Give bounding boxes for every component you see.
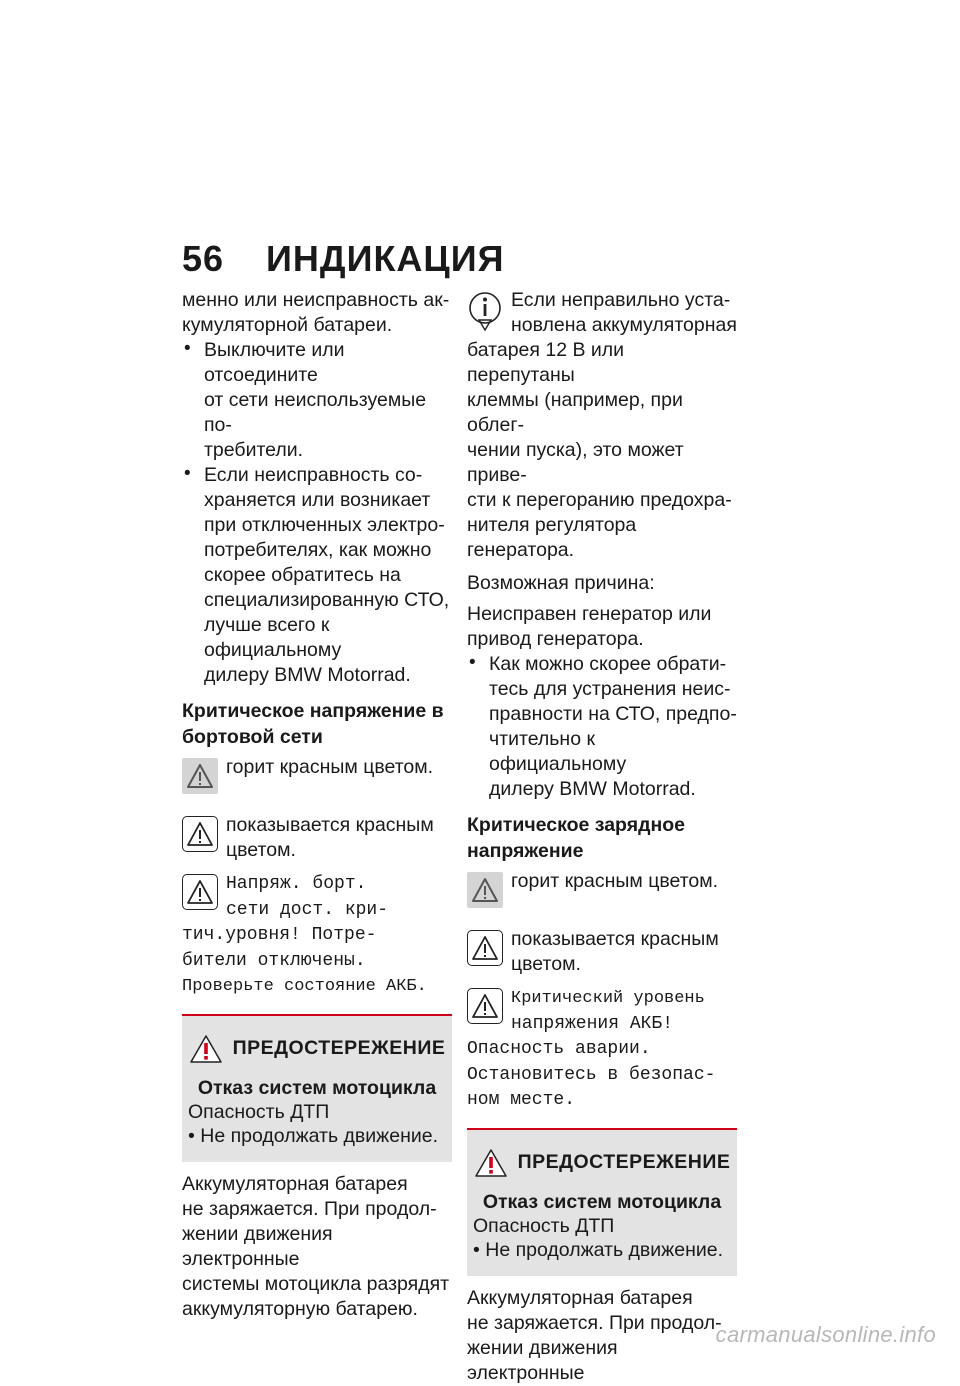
warning-box: [182, 1014, 452, 1162]
bullet-line: тесь для устранения неис-: [489, 678, 731, 700]
cause-label: Возможная причина:: [467, 572, 655, 594]
indicator-text: [226, 812, 452, 863]
warning-subtitle: Отказ систем мотоцикла: [197, 1076, 437, 1099]
bullet-line: • Как можно скорее обрати-: [489, 653, 727, 675]
warning-header: [473, 1148, 731, 1178]
warning-hazard: Опасность ДТП: [473, 1214, 615, 1237]
outro-line: жении движения электронные: [467, 1336, 618, 1384]
outro-line: не заряжается. При продол-: [467, 1311, 722, 1334]
text-line: показывается красным: [511, 928, 719, 950]
mono-line: Опасность аварии.: [467, 1039, 651, 1059]
chapter-title: ИНДИКАЦИЯ: [266, 238, 505, 279]
info-line: клеммы (например, при облег-: [467, 389, 683, 436]
bullet-line: специализированную СТО,: [204, 589, 450, 611]
warning-subtitle: Отказ систем мотоцикла: [482, 1190, 722, 1213]
heading-line: напряжение: [467, 840, 584, 862]
warning-lamp-icon: [182, 758, 218, 794]
bullet-line: скорее обратитесь на: [204, 564, 401, 586]
indicator-lamp-row: [182, 754, 452, 808]
warning-title: ПРЕДОСТЕРЕЖЕНИЕ: [517, 1151, 731, 1173]
bullet-item: [182, 338, 452, 463]
info-line: батарея 12 В или перепутаны: [467, 339, 625, 386]
bullet-item: [467, 652, 737, 802]
heading-line: Критическое напряжение в: [182, 700, 444, 722]
indicator-text: [511, 926, 737, 977]
warning-display-icon: [182, 874, 218, 910]
bullet-line: требители.: [204, 439, 304, 461]
warning-display-icon: [467, 930, 503, 966]
warning-display-icon: [467, 988, 503, 1024]
bullet-line: • Выключите или отсоедините: [204, 339, 345, 386]
mono-line: ном месте.: [467, 1090, 576, 1110]
warning-title: ПРЕДОСТЕРЕЖЕНИЕ: [232, 1037, 446, 1059]
info-note: [467, 288, 737, 563]
mono-line: сети дост. кри-: [226, 899, 389, 920]
bullet-line: потребителях, как можно: [204, 539, 432, 561]
heading-line: Критическое зарядное: [467, 814, 685, 836]
mono-line: Проверьте состояние АКБ.: [182, 977, 427, 996]
intro-line: кумуляторной батареи.: [182, 314, 393, 336]
mono-line: Напряж. борт.: [226, 874, 367, 894]
bullet-line: храняется или возникает: [204, 489, 431, 511]
outro-line: Аккумуляторная батарея: [182, 1172, 408, 1195]
bullet-line: дилеру BMW Motorrad.: [204, 664, 411, 686]
section-heading: [467, 812, 737, 864]
info-line: Если неправильно уста-: [511, 289, 731, 311]
display-message: [182, 872, 452, 1000]
bullet-line: дилеру BMW Motorrad.: [489, 778, 696, 800]
warning-action: • Не продолжать движение.: [188, 1124, 438, 1147]
warning-triangle-icon: [189, 1034, 223, 1064]
section-heading: [182, 698, 452, 750]
mono-line: бители отключены.: [182, 950, 366, 971]
watermark: carmanualsonline.info: [715, 1322, 936, 1347]
cause-line: Неисправен генератор или: [467, 603, 712, 625]
intro-line: менно или неисправность ак-: [182, 289, 450, 311]
right-column: [467, 288, 737, 1386]
bullet-line: правности на СТО, предпо-: [489, 703, 737, 725]
warning-lamp-icon: [467, 872, 503, 908]
bullet-line: чтительно к официальному: [489, 728, 627, 775]
bullet-item: [182, 463, 452, 688]
bullet-line: • Если неисправность со-: [204, 464, 423, 486]
bullet-line: от сети неиспользуемые по-: [204, 389, 427, 436]
indicator-lamp-row: [467, 868, 737, 922]
display-message: [467, 986, 737, 1114]
info-line: новлена аккумуляторная: [511, 314, 737, 336]
outro-line: не заряжается. При продол-: [182, 1197, 437, 1220]
outro-line: Аккумуляторная батарея: [467, 1286, 693, 1309]
bullet-line: при отключенных электро-: [204, 514, 445, 536]
warning-display-icon: [182, 816, 218, 852]
info-line: чении пуска), это может приве-: [467, 439, 684, 486]
warning-header: [188, 1034, 446, 1064]
text-line: цветом.: [226, 839, 296, 861]
mono-line: Критический уровень: [511, 989, 705, 1008]
left-column: [182, 288, 452, 1322]
outro-line: жении движения электронные: [182, 1222, 333, 1270]
page-header: [182, 238, 504, 280]
outro-line: аккумуляторную батарею.: [182, 1297, 418, 1320]
warning-action: • Не продолжать движение.: [473, 1238, 723, 1261]
indicator-text: горит красным цветом.: [511, 870, 719, 892]
text-line: цветом.: [511, 953, 581, 975]
warning-hazard: Опасность ДТП: [188, 1100, 330, 1123]
info-line: сти к перегоранию предохра-: [467, 489, 732, 511]
page-number: 56: [182, 238, 225, 279]
cause-line: привод генератора.: [467, 628, 644, 650]
mono-line: Остановитесь в безопас-: [467, 1064, 716, 1085]
info-line: нителя регулятора генератора.: [467, 514, 637, 561]
warning-triangle-icon: [474, 1148, 508, 1178]
display-symbol-row: [182, 812, 452, 866]
text-line: показывается красным: [226, 814, 434, 836]
bullet-line: лучше всего к официальному: [204, 614, 342, 661]
warning-box: [467, 1128, 737, 1276]
indicator-text: горит красным цветом.: [226, 756, 434, 778]
mono-line: напряжения АКБ!: [511, 1013, 674, 1034]
heading-line: бортовой сети: [182, 726, 323, 748]
info-icon: [467, 290, 503, 336]
outro-line: системы мотоцикла разрядят: [182, 1272, 450, 1295]
display-symbol-row: [467, 926, 737, 980]
mono-line: тич.уровня! Потре-: [182, 925, 377, 945]
